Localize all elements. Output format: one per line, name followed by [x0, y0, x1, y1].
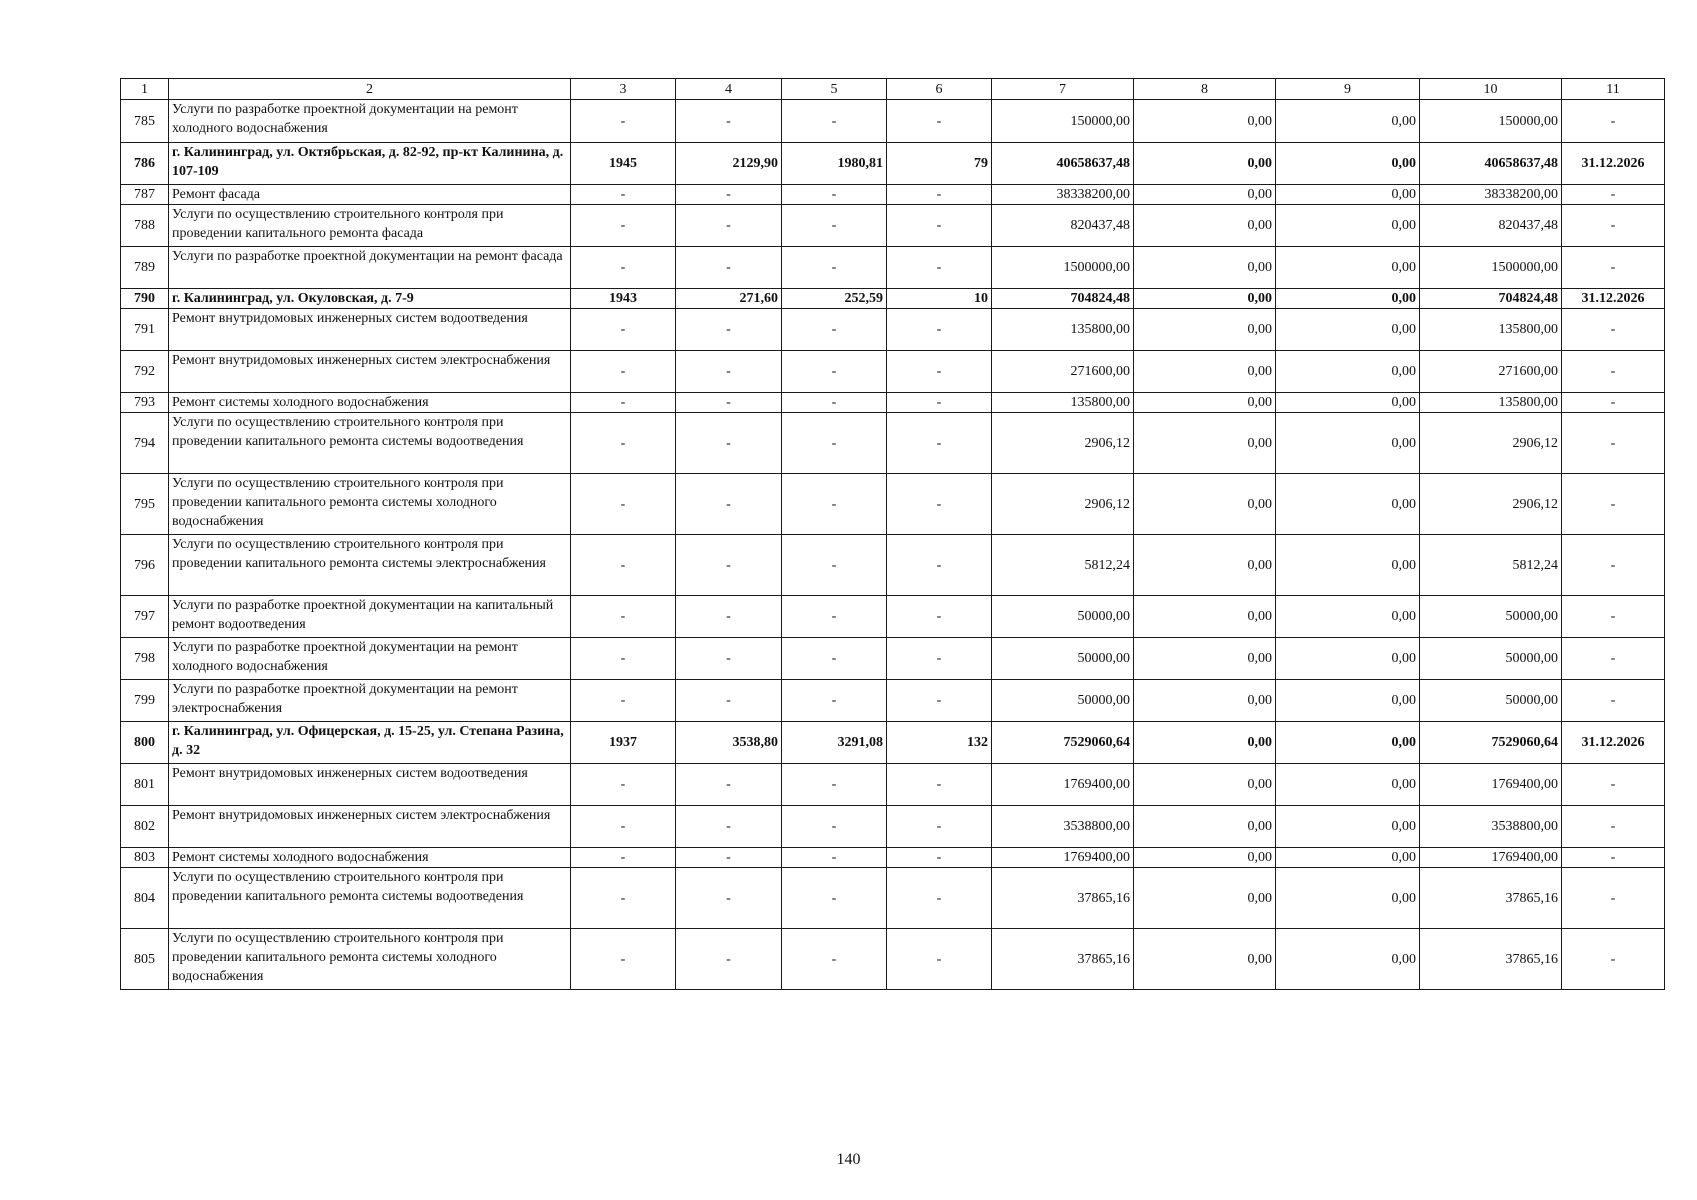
- col-10-cell: 38338200,00: [1420, 185, 1562, 205]
- col-10-cell: 150000,00: [1420, 100, 1562, 143]
- header-cell: 10: [1420, 79, 1562, 100]
- col-6-cell: -: [887, 848, 992, 868]
- col-9-cell: 0,00: [1276, 289, 1420, 309]
- col-4-cell: -: [676, 351, 782, 393]
- table-row: [121, 247, 1665, 289]
- col-9-cell: 0,00: [1276, 680, 1420, 722]
- col-6-cell: -: [887, 764, 992, 806]
- col-9-cell: 0,00: [1276, 806, 1420, 848]
- col-9-cell: 0,00: [1276, 309, 1420, 351]
- col-10-cell: 3538800,00: [1420, 806, 1562, 848]
- col-4-cell: -: [676, 247, 782, 289]
- col-3-cell: -: [571, 929, 676, 990]
- table-row: [121, 351, 1665, 393]
- col-8-cell: 0,00: [1134, 535, 1276, 596]
- col-4-cell: -: [676, 596, 782, 638]
- item-name-cell: Услуги по осуществлению строительного контроля при проведении капитального ремонта системы холодного водоснабжения: [169, 929, 571, 990]
- col-5-cell: -: [782, 309, 887, 351]
- item-name-cell: Услуги по разработке проектной документации на ремонт холодного водоснабжения: [169, 100, 571, 143]
- col-9-cell: 0,00: [1276, 185, 1420, 205]
- col-7-cell: 1769400,00: [992, 764, 1134, 806]
- table-row: [121, 185, 1665, 205]
- col-11-cell: -: [1562, 848, 1665, 868]
- row-number-cell: 787: [121, 185, 169, 205]
- col-5-cell: -: [782, 929, 887, 990]
- column-number-header: [121, 79, 1665, 100]
- item-name-cell: Услуги по осуществлению строительного контроля при проведении капитального ремонта системы холодного водоснабжения: [169, 474, 571, 535]
- col-8-cell: 0,00: [1134, 596, 1276, 638]
- col-11-cell: -: [1562, 806, 1665, 848]
- col-8-cell: 0,00: [1134, 143, 1276, 185]
- col-8-cell: 0,00: [1134, 806, 1276, 848]
- col-7-cell: 38338200,00: [992, 185, 1134, 205]
- col-6-cell: -: [887, 806, 992, 848]
- item-name-cell: Ремонт внутридомовых инженерных систем электроснабжения: [169, 351, 571, 393]
- col-3-cell: -: [571, 535, 676, 596]
- col-11-cell: -: [1562, 680, 1665, 722]
- header-cell: 11: [1562, 79, 1665, 100]
- item-name-cell: Услуги по разработке проектной документации на ремонт электроснабжения: [169, 680, 571, 722]
- table-row: [121, 143, 1665, 185]
- col-7-cell: 135800,00: [992, 393, 1134, 413]
- col-6-cell: -: [887, 100, 992, 143]
- item-name-cell: Услуги по осуществлению строительного контроля при проведении капитального ремонта системы электроснабжения: [169, 535, 571, 596]
- col-4-cell: -: [676, 309, 782, 351]
- col-11-cell: -: [1562, 309, 1665, 351]
- col-3-cell: 1943: [571, 289, 676, 309]
- item-name-cell: Услуги по разработке проектной документации на ремонт фасада: [169, 247, 571, 289]
- col-3-cell: -: [571, 868, 676, 929]
- row-number-cell: 796: [121, 535, 169, 596]
- col-8-cell: 0,00: [1134, 185, 1276, 205]
- col-7-cell: 37865,16: [992, 868, 1134, 929]
- col-10-cell: 37865,16: [1420, 868, 1562, 929]
- item-name-cell: Ремонт внутридомовых инженерных систем водоотведения: [169, 764, 571, 806]
- col-4-cell: 3538,80: [676, 722, 782, 764]
- col-3-cell: -: [571, 393, 676, 413]
- col-5-cell: -: [782, 413, 887, 474]
- row-number-cell: 794: [121, 413, 169, 474]
- col-9-cell: 0,00: [1276, 722, 1420, 764]
- col-9-cell: 0,00: [1276, 638, 1420, 680]
- col-10-cell: 40658637,48: [1420, 143, 1562, 185]
- col-11-cell: -: [1562, 351, 1665, 393]
- row-number-cell: 802: [121, 806, 169, 848]
- col-6-cell: -: [887, 413, 992, 474]
- item-name-cell: Ремонт системы холодного водоснабжения: [169, 393, 571, 413]
- col-4-cell: -: [676, 535, 782, 596]
- row-number-cell: 799: [121, 680, 169, 722]
- col-6-cell: 10: [887, 289, 992, 309]
- col-7-cell: 704824,48: [992, 289, 1134, 309]
- col-11-cell: 31.12.2026: [1562, 289, 1665, 309]
- table-row: [121, 848, 1665, 868]
- col-7-cell: 37865,16: [992, 929, 1134, 990]
- col-11-cell: -: [1562, 535, 1665, 596]
- col-5-cell: -: [782, 848, 887, 868]
- col-5-cell: -: [782, 247, 887, 289]
- col-8-cell: 0,00: [1134, 309, 1276, 351]
- row-number-cell: 785: [121, 100, 169, 143]
- col-11-cell: 31.12.2026: [1562, 722, 1665, 764]
- col-7-cell: 2906,12: [992, 474, 1134, 535]
- table-row: [121, 309, 1665, 351]
- col-7-cell: 1769400,00: [992, 848, 1134, 868]
- col-8-cell: 0,00: [1134, 474, 1276, 535]
- row-number-cell: 800: [121, 722, 169, 764]
- col-7-cell: 150000,00: [992, 100, 1134, 143]
- repair-program-table: [120, 78, 1665, 990]
- col-11-cell: -: [1562, 868, 1665, 929]
- col-7-cell: 50000,00: [992, 638, 1134, 680]
- col-7-cell: 820437,48: [992, 205, 1134, 247]
- col-3-cell: -: [571, 205, 676, 247]
- col-8-cell: 0,00: [1134, 413, 1276, 474]
- table-row: [121, 806, 1665, 848]
- col-11-cell: -: [1562, 929, 1665, 990]
- col-9-cell: 0,00: [1276, 100, 1420, 143]
- col-11-cell: -: [1562, 185, 1665, 205]
- col-4-cell: -: [676, 806, 782, 848]
- table-row: [121, 535, 1665, 596]
- header-cell: 7: [992, 79, 1134, 100]
- col-8-cell: 0,00: [1134, 638, 1276, 680]
- header-cell: 5: [782, 79, 887, 100]
- col-10-cell: 1500000,00: [1420, 247, 1562, 289]
- table-row: [121, 413, 1665, 474]
- row-number-cell: 790: [121, 289, 169, 309]
- col-9-cell: 0,00: [1276, 848, 1420, 868]
- col-7-cell: 3538800,00: [992, 806, 1134, 848]
- row-number-cell: 793: [121, 393, 169, 413]
- col-3-cell: -: [571, 596, 676, 638]
- col-4-cell: -: [676, 393, 782, 413]
- col-11-cell: -: [1562, 596, 1665, 638]
- table-row: [121, 289, 1665, 309]
- col-3-cell: -: [571, 247, 676, 289]
- col-6-cell: 132: [887, 722, 992, 764]
- col-11-cell: -: [1562, 764, 1665, 806]
- col-11-cell: -: [1562, 638, 1665, 680]
- col-7-cell: 50000,00: [992, 680, 1134, 722]
- col-4-cell: -: [676, 100, 782, 143]
- col-4-cell: -: [676, 868, 782, 929]
- table-row: [121, 868, 1665, 929]
- col-8-cell: 0,00: [1134, 764, 1276, 806]
- row-number-cell: 792: [121, 351, 169, 393]
- col-4-cell: -: [676, 680, 782, 722]
- col-3-cell: -: [571, 309, 676, 351]
- item-name-cell: г. Калининград, ул. Октябрьская, д. 82-92, пр-кт Калинина, д. 107-109: [169, 143, 571, 185]
- col-4-cell: -: [676, 185, 782, 205]
- table-row: [121, 722, 1665, 764]
- col-5-cell: -: [782, 185, 887, 205]
- col-9-cell: 0,00: [1276, 351, 1420, 393]
- page-number: 140: [836, 1151, 861, 1168]
- col-6-cell: -: [887, 185, 992, 205]
- header-cell: 8: [1134, 79, 1276, 100]
- col-10-cell: 7529060,64: [1420, 722, 1562, 764]
- col-3-cell: -: [571, 474, 676, 535]
- col-9-cell: 0,00: [1276, 205, 1420, 247]
- table-row: [121, 393, 1665, 413]
- col-5-cell: -: [782, 868, 887, 929]
- col-10-cell: 271600,00: [1420, 351, 1562, 393]
- col-3-cell: 1937: [571, 722, 676, 764]
- header-cell: 6: [887, 79, 992, 100]
- col-3-cell: -: [571, 806, 676, 848]
- col-9-cell: 0,00: [1276, 764, 1420, 806]
- col-10-cell: 135800,00: [1420, 393, 1562, 413]
- col-6-cell: -: [887, 205, 992, 247]
- col-5-cell: 3291,08: [782, 722, 887, 764]
- col-8-cell: 0,00: [1134, 205, 1276, 247]
- row-number-cell: 798: [121, 638, 169, 680]
- item-name-cell: Услуги по осуществлению строительного контроля при проведении капитального ремонта фасада: [169, 205, 571, 247]
- col-4-cell: -: [676, 764, 782, 806]
- document-sheet: [120, 78, 1665, 990]
- col-9-cell: 0,00: [1276, 535, 1420, 596]
- col-10-cell: 2906,12: [1420, 413, 1562, 474]
- col-11-cell: -: [1562, 205, 1665, 247]
- col-8-cell: 0,00: [1134, 868, 1276, 929]
- row-number-cell: 789: [121, 247, 169, 289]
- row-number-cell: 786: [121, 143, 169, 185]
- col-4-cell: -: [676, 929, 782, 990]
- col-6-cell: -: [887, 474, 992, 535]
- col-8-cell: 0,00: [1134, 289, 1276, 309]
- col-7-cell: 1500000,00: [992, 247, 1134, 289]
- col-6-cell: -: [887, 393, 992, 413]
- col-5-cell: -: [782, 205, 887, 247]
- col-6-cell: -: [887, 247, 992, 289]
- item-name-cell: Услуги по разработке проектной документации на капитальный ремонт водоотведения: [169, 596, 571, 638]
- item-name-cell: Услуги по осуществлению строительного контроля при проведении капитального ремонта системы водоотведения: [169, 413, 571, 474]
- col-6-cell: -: [887, 309, 992, 351]
- col-8-cell: 0,00: [1134, 247, 1276, 289]
- col-7-cell: 40658637,48: [992, 143, 1134, 185]
- col-9-cell: 0,00: [1276, 413, 1420, 474]
- header-cell: 1: [121, 79, 169, 100]
- col-4-cell: -: [676, 848, 782, 868]
- col-10-cell: 820437,48: [1420, 205, 1562, 247]
- col-7-cell: 7529060,64: [992, 722, 1134, 764]
- col-8-cell: 0,00: [1134, 848, 1276, 868]
- item-name-cell: Ремонт системы холодного водоснабжения: [169, 848, 571, 868]
- col-6-cell: -: [887, 680, 992, 722]
- col-10-cell: 37865,16: [1420, 929, 1562, 990]
- col-6-cell: -: [887, 535, 992, 596]
- col-8-cell: 0,00: [1134, 929, 1276, 990]
- col-5-cell: -: [782, 806, 887, 848]
- row-number-cell: 805: [121, 929, 169, 990]
- header-cell: 9: [1276, 79, 1420, 100]
- col-10-cell: 1769400,00: [1420, 764, 1562, 806]
- col-9-cell: 0,00: [1276, 474, 1420, 535]
- col-7-cell: 2906,12: [992, 413, 1134, 474]
- col-11-cell: -: [1562, 100, 1665, 143]
- col-5-cell: -: [782, 638, 887, 680]
- item-name-cell: Ремонт внутридомовых инженерных систем электроснабжения: [169, 806, 571, 848]
- table-row: [121, 638, 1665, 680]
- item-name-cell: Ремонт внутридомовых инженерных систем водоотведения: [169, 309, 571, 351]
- col-6-cell: 79: [887, 143, 992, 185]
- col-7-cell: 135800,00: [992, 309, 1134, 351]
- col-10-cell: 50000,00: [1420, 596, 1562, 638]
- col-7-cell: 5812,24: [992, 535, 1134, 596]
- col-11-cell: -: [1562, 413, 1665, 474]
- col-10-cell: 50000,00: [1420, 680, 1562, 722]
- col-5-cell: -: [782, 100, 887, 143]
- col-10-cell: 5812,24: [1420, 535, 1562, 596]
- col-3-cell: 1945: [571, 143, 676, 185]
- table-row: [121, 764, 1665, 806]
- col-7-cell: 50000,00: [992, 596, 1134, 638]
- item-name-cell: Услуги по разработке проектной документации на ремонт холодного водоснабжения: [169, 638, 571, 680]
- col-3-cell: -: [571, 413, 676, 474]
- table-row: [121, 100, 1665, 143]
- col-6-cell: -: [887, 929, 992, 990]
- col-3-cell: -: [571, 351, 676, 393]
- col-7-cell: 271600,00: [992, 351, 1134, 393]
- col-3-cell: -: [571, 638, 676, 680]
- col-10-cell: 135800,00: [1420, 309, 1562, 351]
- row-number-cell: 788: [121, 205, 169, 247]
- col-3-cell: -: [571, 100, 676, 143]
- header-cell: 3: [571, 79, 676, 100]
- table-row: [121, 929, 1665, 990]
- item-name-cell: Ремонт фасада: [169, 185, 571, 205]
- table-row: [121, 680, 1665, 722]
- col-4-cell: -: [676, 413, 782, 474]
- col-3-cell: -: [571, 848, 676, 868]
- col-10-cell: 2906,12: [1420, 474, 1562, 535]
- item-name-cell: г. Калининград, ул. Офицерская, д. 15-25, ул. Степана Разина, д. 32: [169, 722, 571, 764]
- col-10-cell: 50000,00: [1420, 638, 1562, 680]
- col-11-cell: -: [1562, 393, 1665, 413]
- col-3-cell: -: [571, 680, 676, 722]
- col-11-cell: 31.12.2026: [1562, 143, 1665, 185]
- col-5-cell: 252,59: [782, 289, 887, 309]
- col-5-cell: -: [782, 351, 887, 393]
- col-5-cell: -: [782, 764, 887, 806]
- col-9-cell: 0,00: [1276, 247, 1420, 289]
- col-4-cell: 2129,90: [676, 143, 782, 185]
- col-9-cell: 0,00: [1276, 143, 1420, 185]
- col-11-cell: -: [1562, 474, 1665, 535]
- col-6-cell: -: [887, 868, 992, 929]
- col-8-cell: 0,00: [1134, 680, 1276, 722]
- table-row: [121, 474, 1665, 535]
- col-5-cell: -: [782, 474, 887, 535]
- col-8-cell: 0,00: [1134, 100, 1276, 143]
- col-5-cell: -: [782, 535, 887, 596]
- col-3-cell: -: [571, 764, 676, 806]
- row-number-cell: 803: [121, 848, 169, 868]
- col-5-cell: -: [782, 596, 887, 638]
- col-10-cell: 704824,48: [1420, 289, 1562, 309]
- row-number-cell: 797: [121, 596, 169, 638]
- col-9-cell: 0,00: [1276, 596, 1420, 638]
- col-10-cell: 1769400,00: [1420, 848, 1562, 868]
- header-cell: 2: [169, 79, 571, 100]
- col-11-cell: -: [1562, 247, 1665, 289]
- col-8-cell: 0,00: [1134, 351, 1276, 393]
- item-name-cell: г. Калининград, ул. Окуловская, д. 7-9: [169, 289, 571, 309]
- col-5-cell: -: [782, 680, 887, 722]
- table-row: [121, 596, 1665, 638]
- col-9-cell: 0,00: [1276, 393, 1420, 413]
- col-3-cell: -: [571, 185, 676, 205]
- item-name-cell: Услуги по осуществлению строительного контроля при проведении капитального ремонта системы водоотведения: [169, 868, 571, 929]
- col-9-cell: 0,00: [1276, 868, 1420, 929]
- col-9-cell: 0,00: [1276, 929, 1420, 990]
- header-cell: 4: [676, 79, 782, 100]
- col-4-cell: 271,60: [676, 289, 782, 309]
- col-5-cell: -: [782, 393, 887, 413]
- col-8-cell: 0,00: [1134, 393, 1276, 413]
- col-5-cell: 1980,81: [782, 143, 887, 185]
- row-number-cell: 804: [121, 868, 169, 929]
- row-number-cell: 801: [121, 764, 169, 806]
- col-6-cell: -: [887, 596, 992, 638]
- row-number-cell: 791: [121, 309, 169, 351]
- row-number-cell: 795: [121, 474, 169, 535]
- col-6-cell: -: [887, 638, 992, 680]
- table-row: [121, 205, 1665, 247]
- col-8-cell: 0,00: [1134, 722, 1276, 764]
- col-6-cell: -: [887, 351, 992, 393]
- col-4-cell: -: [676, 638, 782, 680]
- col-4-cell: -: [676, 474, 782, 535]
- col-4-cell: -: [676, 205, 782, 247]
